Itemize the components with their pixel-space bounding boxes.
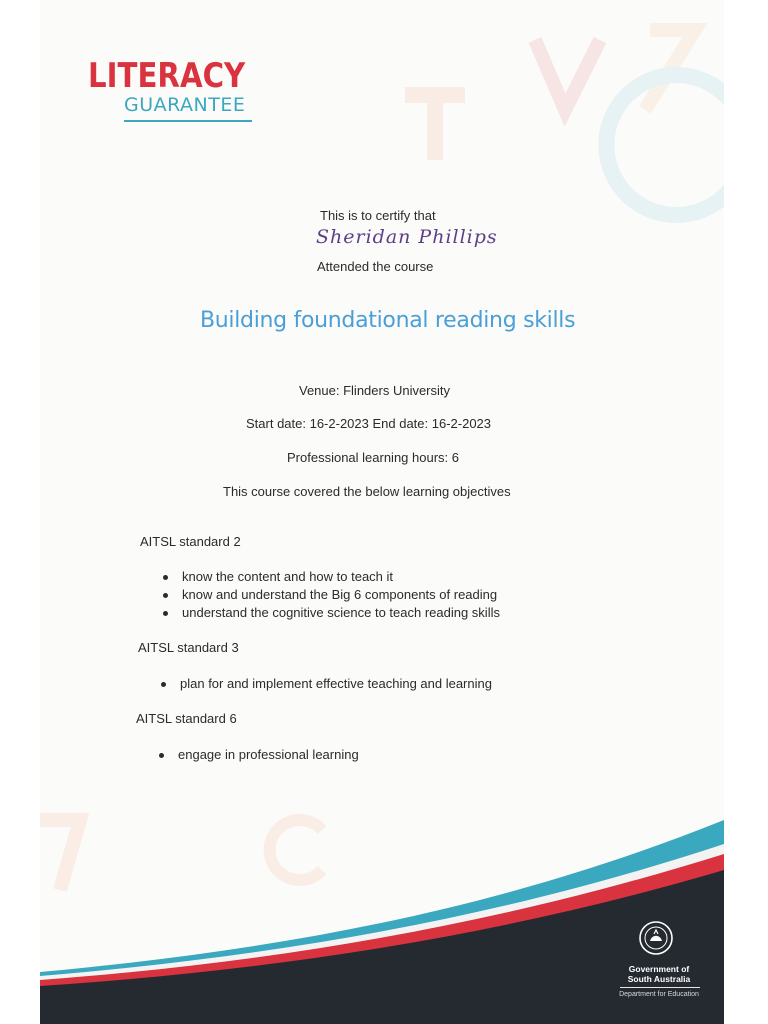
standard-objectives-list <box>158 746 359 764</box>
course-title: Building foundational reading skills <box>200 308 576 333</box>
hours-text: Professional learning hours: 6 <box>287 450 459 465</box>
list-item: know the content and how to teach it <box>162 568 500 586</box>
standard-heading: AITSL standard 6 <box>136 711 237 726</box>
government-crest-icon <box>638 920 674 956</box>
standard-heading: AITSL standard 3 <box>138 640 239 655</box>
logo-main-text: LITERACY <box>88 56 246 96</box>
standard-objectives-list <box>162 568 500 622</box>
standard-heading: AITSL standard 2 <box>140 534 241 549</box>
list-item: plan for and implement effective teaching and learning <box>160 675 492 693</box>
logo-sub-text: GUARANTEE <box>124 94 246 116</box>
footer-divider <box>620 987 700 988</box>
department-name: Department for Education <box>619 991 699 998</box>
objectives-intro: This course covered the below learning objectives <box>223 484 511 499</box>
list-item: engage in professional learning <box>158 746 359 764</box>
logo-underline <box>124 120 252 122</box>
list-item: know and understand the Big 6 components of reading <box>162 586 500 604</box>
certificate-page <box>40 0 724 1024</box>
literacy-guarantee-logo <box>88 58 271 122</box>
attended-text: Attended the course <box>317 259 434 274</box>
certify-text: This is to certify that <box>320 208 436 223</box>
recipient-name: Sheridan Phillips <box>316 226 498 248</box>
government-name: Government of South Australia <box>627 964 691 984</box>
dates-text: Start date: 16-2-2023 End date: 16-2-2023 <box>246 416 492 431</box>
venue-text: Venue: Flinders University <box>299 383 451 398</box>
standard-objectives-list <box>160 675 492 693</box>
list-item: understand the cognitive science to teach reading skills <box>162 604 500 622</box>
